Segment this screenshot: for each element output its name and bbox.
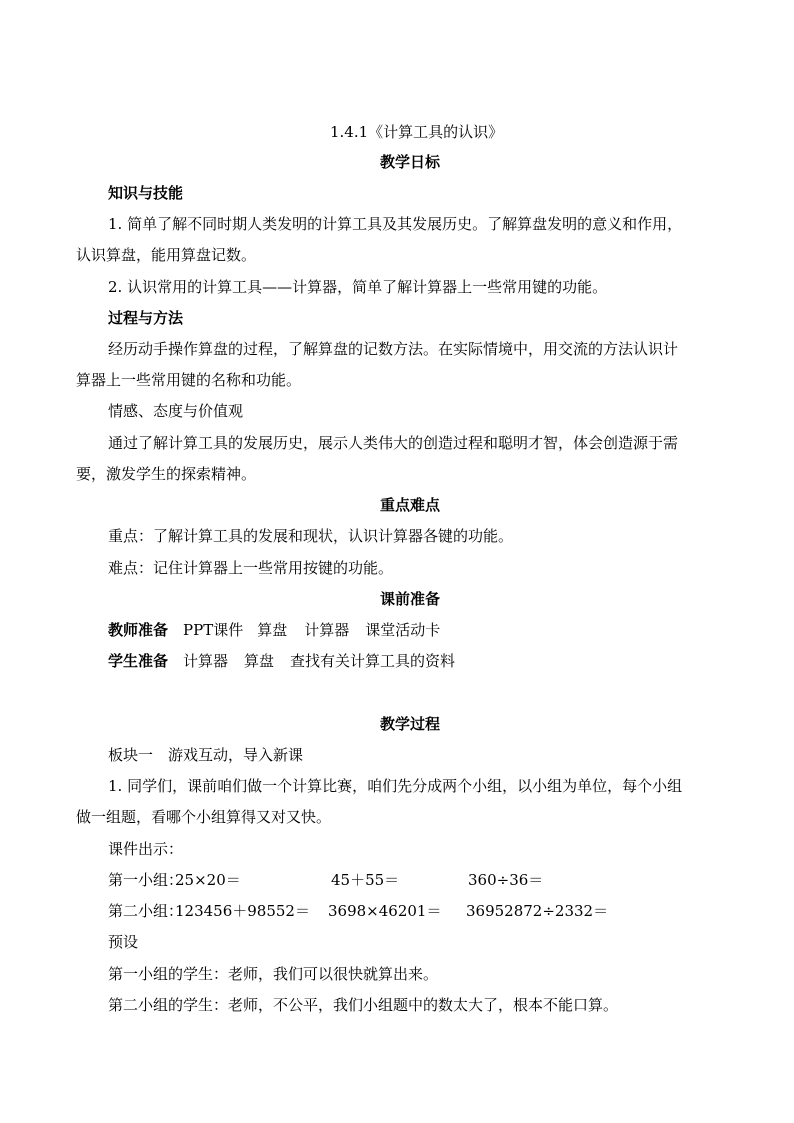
teacher-prep-row	[108, 620, 794, 640]
teacher-prep-label: 教师准备	[108, 621, 169, 639]
paragraph-key-point: 重点：了解计算工具的发展和现状，认识计算器各键的功能。	[108, 527, 514, 545]
paragraph-knowledge-1-line2: 认识算盘，能用算盘记数。	[76, 246, 257, 264]
paragraph-block1-line1: 1. 同学们，课前咱们做一个计算比赛，咱们先分成两个小组，以小组为单位，每个小组	[108, 777, 683, 795]
preset-label: 预设	[108, 933, 139, 951]
teacher-prep-item: 计算器	[304, 621, 350, 639]
group-two-row	[108, 901, 794, 921]
paragraph-block1-line2: 做一组题，看哪个小组算得又对又快。	[76, 808, 332, 826]
group-one-problem: 45＋55＝	[331, 871, 400, 889]
teacher-prep-item: PPT课件	[183, 621, 244, 639]
teacher-prep-item: 课堂活动卡	[365, 621, 441, 639]
section-heading-process: 教学过程	[379, 715, 440, 733]
paragraph-knowledge-2: 2. 认识常用的计算工具——计算器，简单了解计算器上一些常用键的功能。	[108, 278, 608, 296]
block-one-heading: 板块一 游戏互动，导入新课	[108, 746, 304, 764]
paragraph-group2-answer: 第二小组的学生：老师，不公平，我们小组题中的数太大了，根本不能口算。	[108, 996, 619, 1014]
group-one-row	[108, 870, 794, 890]
student-prep-label: 学生准备	[108, 652, 169, 670]
courseware-label: 课件出示：	[108, 840, 184, 858]
subheading-knowledge: 知识与技能	[108, 184, 184, 202]
group-one-problem: 25×20＝	[175, 871, 241, 889]
paragraph-emotion-line2: 要，激发学生的探索精神。	[76, 465, 257, 483]
section-heading-objectives: 教学日标	[379, 153, 440, 171]
paragraph-knowledge-1-line1: 1. 简单了解不同时期人类发明的计算工具及其发展历史。了解算盘发明的意义和作用，	[108, 215, 683, 233]
group-two-problem: 36952872÷2332＝	[466, 902, 609, 920]
student-prep-row	[108, 651, 794, 671]
section-heading-keypoints: 重点难点	[379, 496, 440, 514]
group-two-problem: 3698×46201＝	[328, 902, 442, 920]
paragraph-process-line2: 算器上一些常用键的名称和功能。	[76, 371, 302, 389]
group-two-label: 第二小组：	[108, 902, 184, 920]
student-prep-item: 查找有关计算工具的资料	[290, 652, 456, 670]
subheading-emotion: 情感、态度与价值观	[108, 402, 244, 420]
paragraph-group1-answer: 第一小组的学生：老师，我们可以很快就算出来。	[108, 965, 439, 983]
section-heading-prep: 课前准备	[379, 590, 440, 608]
group-two-problem: 123456＋98552＝	[175, 902, 310, 920]
paragraph-emotion-line1: 通过了解计算工具的发展历史，展示人类伟大的创造过程和聪明才智，体会创造源于需	[108, 434, 679, 452]
teacher-prep-item: 算盘	[257, 621, 288, 639]
paragraph-difficulty: 难点：记住计算器上一些常用按键的功能。	[108, 559, 394, 577]
group-one-label: 第一小组：	[108, 871, 184, 889]
document-title: 1.4.1《计算工具的认识》	[330, 123, 504, 141]
subheading-process: 过程与方法	[108, 309, 184, 327]
group-one-problem: 360÷36＝	[468, 871, 544, 889]
student-prep-item: 算盘	[244, 652, 275, 670]
student-prep-item: 计算器	[183, 652, 229, 670]
paragraph-process-line1: 经历动手操作算盘的过程，了解算盘的记数方法。在实际情境中，用交流的方法认识计	[108, 340, 679, 358]
